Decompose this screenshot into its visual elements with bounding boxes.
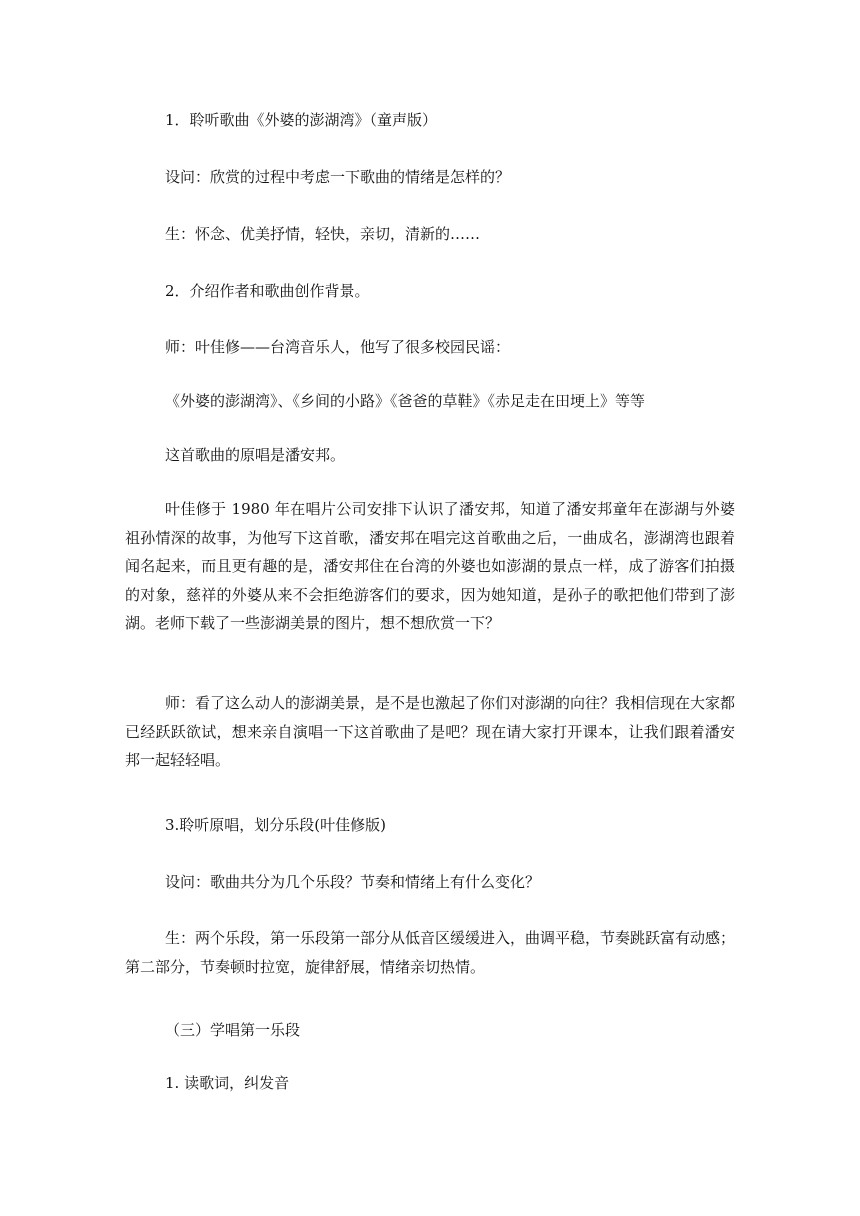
question-sections: 设问：歌曲共分为几个乐段？节奏和情绪上有什么变化？ [165, 873, 541, 891]
teacher-intro-author: 师：叶佳修——台湾音乐人，他写了很多校园民谣： [165, 338, 511, 356]
question-emotion: 设问：欣赏的过程中考虑一下歌曲的情绪是怎样的？ [165, 168, 511, 186]
listening-item-2: 2．介绍作者和歌曲创作背景。 [165, 282, 370, 300]
teacher-transition-paragraph: 师：看了这么动人的澎湖美景，是不是也激起了你们对澎湖的向往？我相信现在大家都已经跃跃欲试，想来亲自演唱一下这首歌曲了是吧？现在请大家打开课本，让我们跟着潘安邦一起轻轻唱。 [125, 694, 736, 769]
listening-item-1: 1．聆听歌曲《外婆的澎湖湾》（童声版） [165, 111, 438, 129]
listening-item-3: 3.聆听原唱，划分乐段(叶佳修版) [165, 816, 387, 834]
student-answer-emotion: 生：怀念、优美抒情，轻快，亲切，清新的…… [165, 225, 481, 243]
subitem-read-lyrics: 1. 读歌词，纠发音 [165, 1074, 290, 1092]
student-answer-sections: 生：两个乐段，第一乐段第一部分从低音区缓缓进入，曲调平稳，节奏跳跃富有动感；第二部分，节奏顿时拉宽，旋律舒展，情绪亲切热情。 [125, 929, 736, 976]
song-list: 《外婆的澎湖湾》、《乡间的小路》《爸爸的草鞋》《赤足走在田埂上》等等 [165, 392, 646, 410]
original-singer-note: 这首歌曲的原唱是潘安邦。 [165, 446, 346, 464]
section-heading-learn-first-part: （三）学唱第一乐段 [165, 1021, 301, 1039]
song-background-story: 叶佳修于 1980 年在唱片公司安排下认识了潘安邦，知道了潘安邦童年在澎湖与外婆祖孙情深的故事，为他写下这首歌，潘安邦在唱完这首歌曲之后，一曲成名，澎湖湾也跟着闻名起来，而且更有趣的是，潘安邦住在台湾的外婆也如澎湖的景点一样，成了游客们拍摄的对象，慈祥的外婆从来不会拒绝游客们的要求，因为她知道，是孙子的歌把他们带到了澎湖。老师下载了一些澎湖美景的图片，想不想欣赏一下？ [125, 500, 735, 632]
